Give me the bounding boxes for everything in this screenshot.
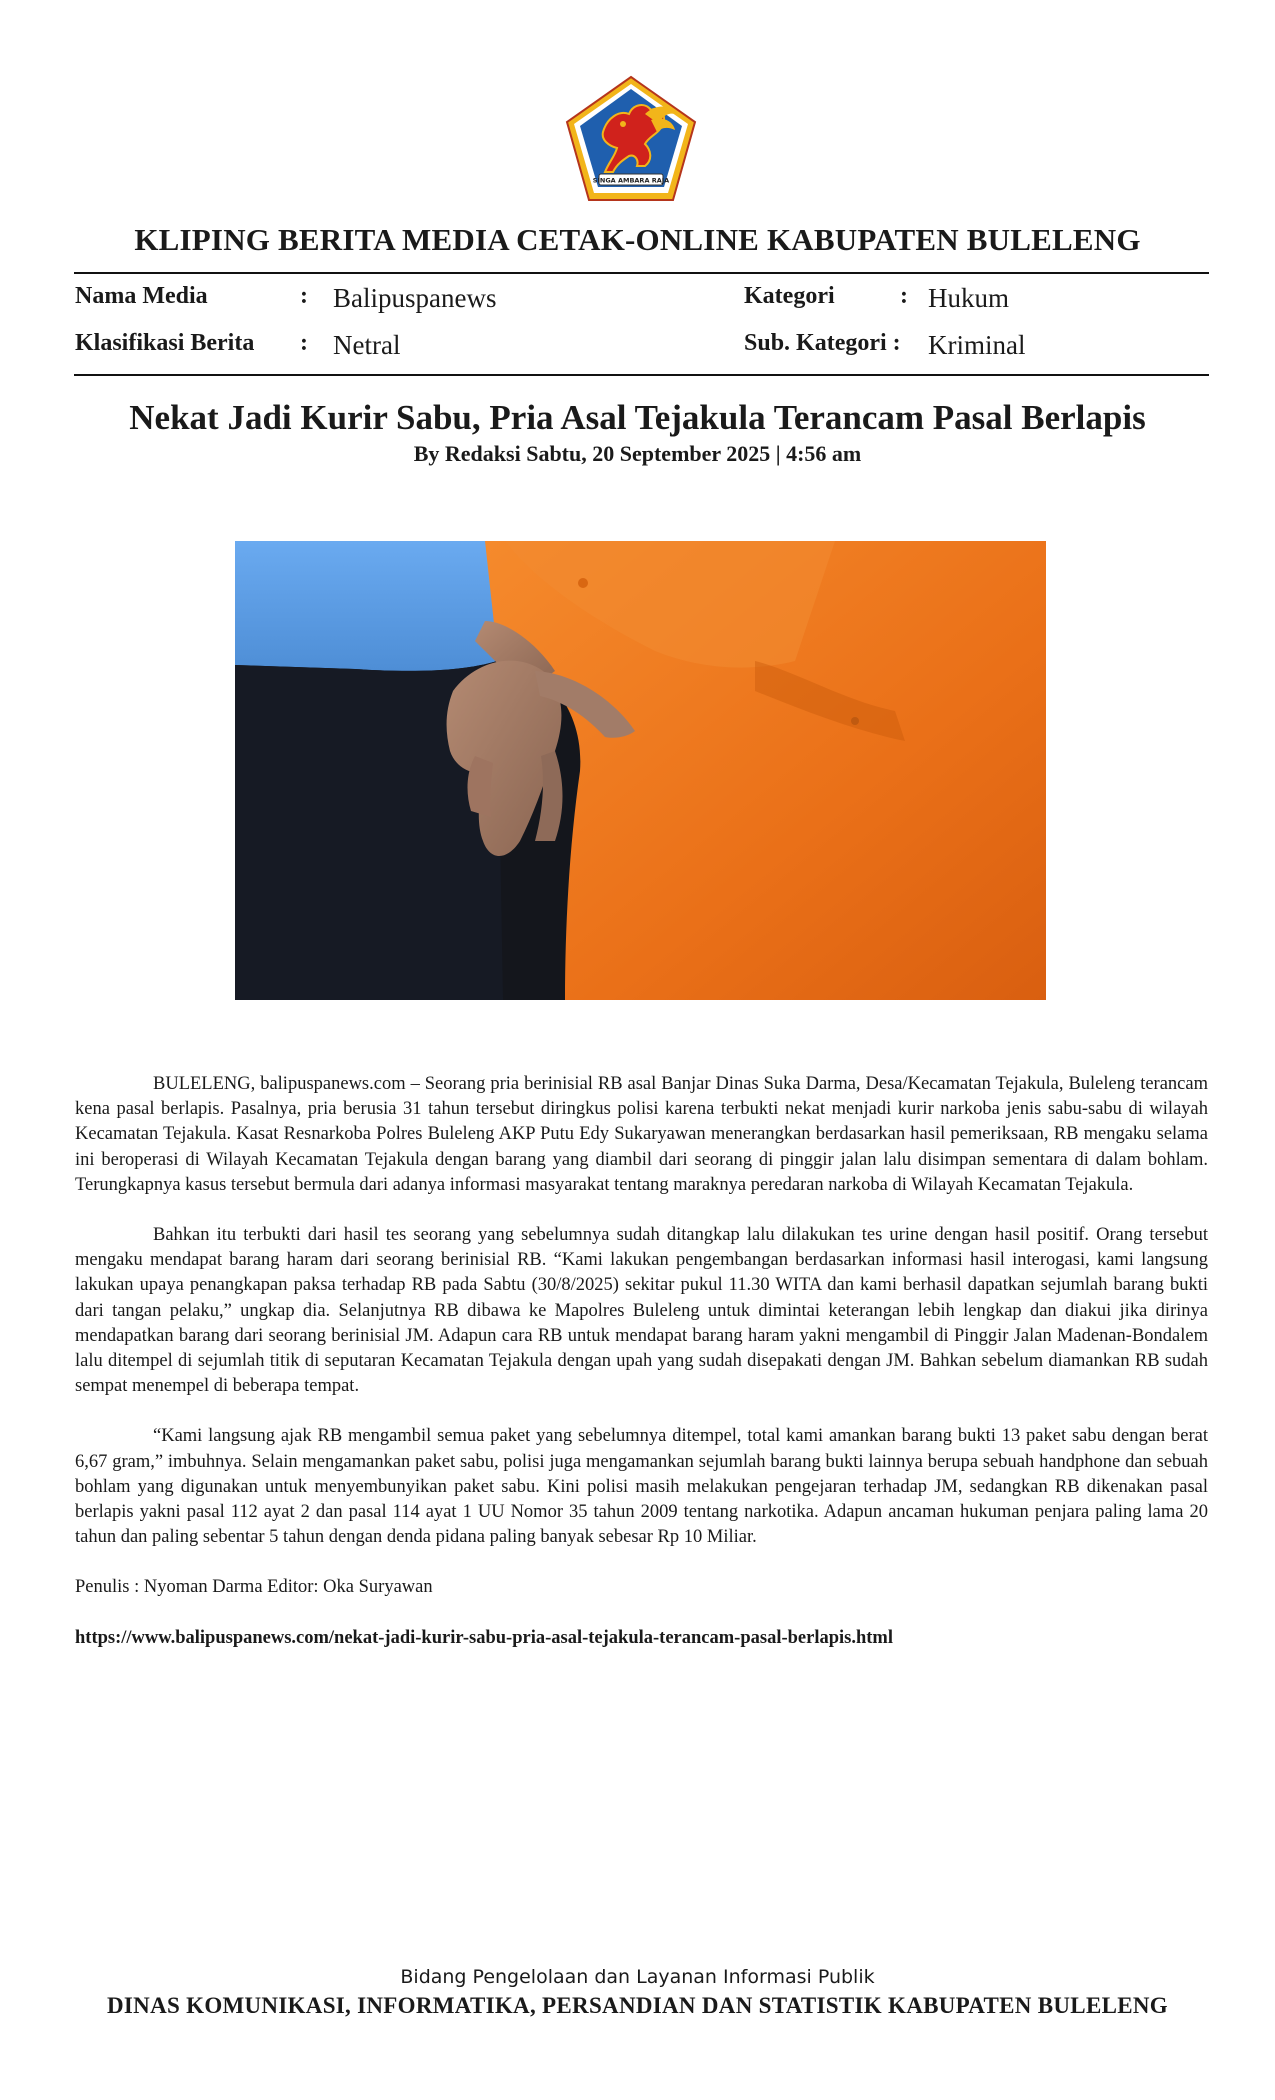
klasifikasi-label: Klasifikasi Berita bbox=[75, 330, 255, 356]
kategori-separator: : bbox=[900, 283, 908, 309]
article-paragraph: BULELENG, balipuspanews.com – Seorang pria berinisial RB asal Banjar Dinas Suka Darma, Desa/Kecamatan Tejakula, Buleleng terancam kena pasal berlapis. Pasalnya, pria berusia 31 tahun tersebut diringkus polisi karena terbukti nekat menjadi kurir narkoba jenis sabu-sabu di wilayah Kecamatan Tejakula. Kasat Resnarkoba Polres Buleleng AKP Putu Edy Sukaryawan menerangkan berdasarkan hasil pemeriksaan, RB mengaku selama ini beroperasi di Wilayah Kecamatan Tejakula dengan barang yang diambil dari seorang di pinggir jalan lalu disimpan sementara di dalam bohlam. Terungkapnya kasus tersebut bermula dari adanya informasi masyarakat tentang maraknya peredaran narkoba di Wilayah Kecamatan Tejakula. bbox=[75, 1074, 1208, 1195]
subkategori-label: Sub. Kategori : bbox=[744, 330, 901, 356]
footer-department: Bidang Pengelolaan dan Layanan Informasi Publik bbox=[400, 1966, 875, 1988]
media-value: Balipuspanews bbox=[333, 283, 497, 313]
article-paragraph: Bahkan itu terbukti dari hasil tes seorang yang sebelumnya sudah ditangkap lalu dilakukan tes urine dengan hasil positif. Orang tersebut mengaku mendapat barang haram dari seorang berinisial RB. “Kami lakukan pengembangan berdasarkan informasi hasil interogasi, kami langsung lakukan upaya penangkapan paksa terhadap RB pada Sabtu (30/8/2025) sekitar pukul 11.30 WITA dan kami berhasil dapatkan sejumlah barang bukti dari tangan pelaku,” ungkap dia. Selanjutnya RB dibawa ke Mapolres Buleleng untuk dimintai keterangan lebih lengkap dan diakui jika dirinya mendapatkan barang dari seorang berinisial JM. Adapun cara RB untuk mendapat barang haram yakni mengambil di Pinggir Jalan Madenan-Bondalem lalu ditempel di sejumlah titik di seputaran Kecamatan Tejakula dengan upah yang sudah disepakati dengan JM. Bahkan sebelum diamankan RB sudah sempat menempel di beberapa tempat. bbox=[75, 1225, 1208, 1397]
logo-motto: SINGA AMBARA RAJA bbox=[592, 176, 670, 185]
subkategori-value: Kriminal bbox=[928, 330, 1026, 360]
page-title: KLIPING BERITA MEDIA CETAK-ONLINE KABUPATEN BULELENG bbox=[134, 222, 1141, 257]
klasifikasi-separator: : bbox=[300, 330, 308, 356]
kategori-value: Hukum bbox=[928, 283, 1009, 313]
article-headline: Nekat Jadi Kurir Sabu, Pria Asal Tejakula Terancam Pasal Berlapis bbox=[129, 398, 1146, 437]
meta-divider bbox=[74, 374, 1209, 376]
article-photo bbox=[235, 541, 1046, 1000]
article-source-link[interactable]: https://www.balipuspanews.com/nekat-jadi-kurir-sabu-pria-asal-tejakula-terancam-pasal-berlapis.html bbox=[75, 1627, 893, 1648]
top-divider bbox=[74, 272, 1209, 274]
kategori-label: Kategori bbox=[744, 283, 835, 309]
footer-agency: DINAS KOMUNIKASI, INFORMATIKA, PERSANDIAN DAN STATISTIK KABUPATEN BULELENG bbox=[107, 1993, 1168, 2018]
klasifikasi-value: Netral bbox=[333, 330, 401, 360]
article-credits: Penulis : Nyoman Darma Editor: Oka Suryawan bbox=[75, 1577, 433, 1598]
article-byline: By Redaksi Sabtu, 20 September 2025 | 4:56 am bbox=[413, 441, 862, 466]
buleleng-crest-icon bbox=[563, 74, 699, 204]
article-paragraph: “Kami langsung ajak RB mengambil semua paket yang sebelumnya ditempel, total kami amankan barang bukti 13 paket sabu dengan berat 6,67 gram,” imbuhnya. Selain mengamankan paket sabu, polisi juga mengamankan sejumlah barang bukti lainnya berupa sebuah handphone dan sebuah bohlam yang digunakan untuk menyembunyikan paket sabu. Kini polisi masih melakukan pengejaran terhadap JM, sedangkan RB dikenakan pasal berlapis yakni pasal 112 ayat 2 dan pasal 114 ayat 1 UU Nomor 35 tahun 2009 tentang narkotika. Adapun ancaman hukuman penjara paling lama 20 tahun dan paling sebentar 5 tahun dengan denda pidana paling banyak sebesar Rp 10 Miliar. bbox=[75, 1426, 1208, 1548]
media-separator: : bbox=[300, 283, 308, 309]
article-body bbox=[75, 1072, 1208, 1676]
media-label: Nama Media bbox=[75, 283, 208, 309]
